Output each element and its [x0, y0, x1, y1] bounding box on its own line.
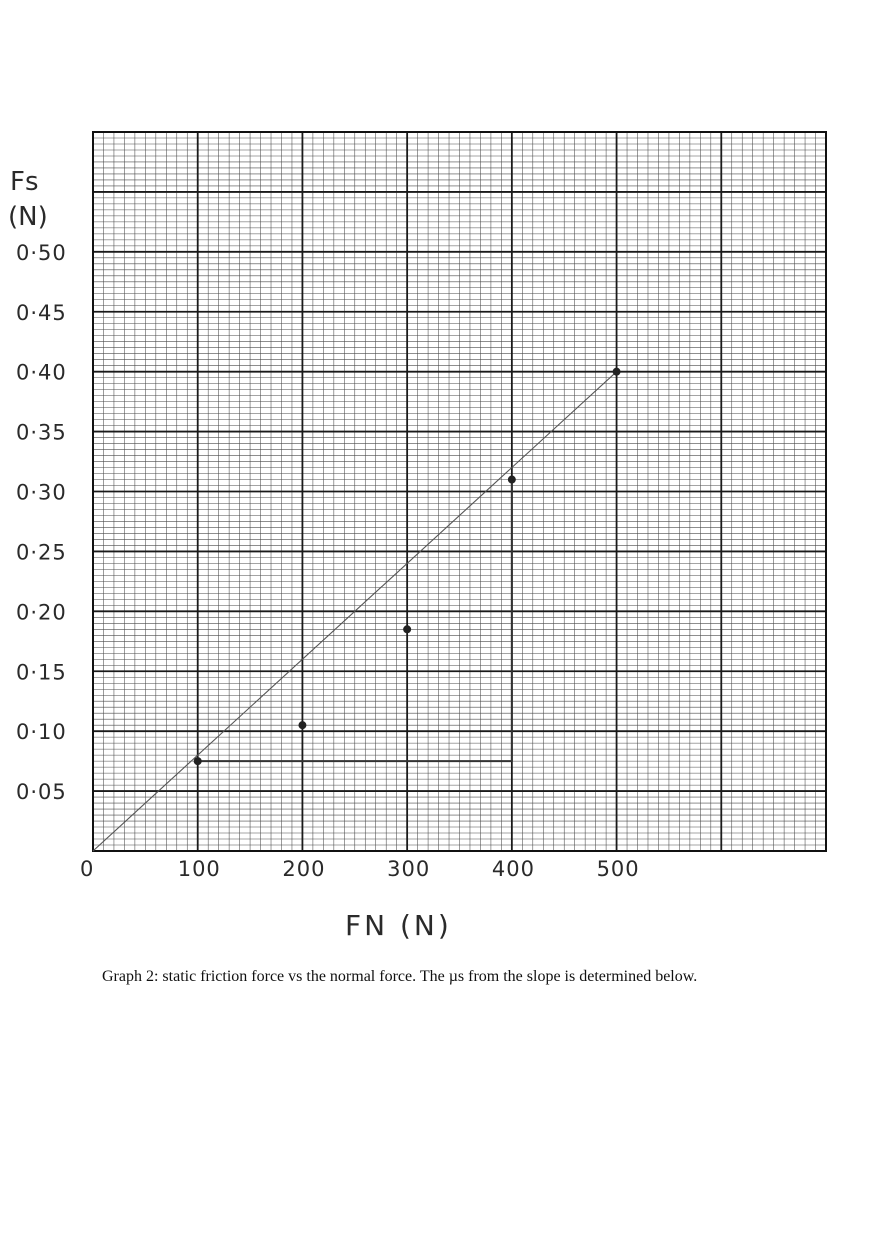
y-tick-label: 0·45: [16, 300, 67, 325]
data-point: [508, 476, 516, 484]
y-tick-label: 0·40: [16, 360, 67, 385]
data-point: [298, 721, 306, 729]
data-point: [613, 368, 621, 376]
y-tick-label: 0·25: [16, 540, 67, 565]
y-axis-label-symbol: Fs: [10, 167, 39, 197]
y-tick-label: 0·05: [16, 780, 67, 805]
y-tick-label: 0·30: [16, 480, 67, 505]
y-axis-label-unit: (N): [8, 202, 48, 232]
x-tick-label: 500: [596, 857, 640, 881]
x-tick-label: 0: [80, 857, 95, 881]
x-tick-label: 300: [387, 857, 431, 881]
y-tick-label: 0·35: [16, 420, 67, 445]
y-tick-labels: [16, 241, 67, 804]
x-axis-label: FN (N): [345, 909, 452, 942]
data-point: [403, 625, 411, 633]
y-tick-label: 0·50: [16, 240, 67, 265]
x-tick-label: 400: [491, 857, 535, 881]
x-tick-label: 100: [177, 857, 221, 881]
figure-caption: Graph 2: static friction force vs the normal force. The µs from the slope is determined below.: [102, 968, 698, 985]
data-point: [194, 757, 202, 765]
y-tick-label: 0·15: [16, 660, 67, 685]
y-tick-label: 0·10: [16, 720, 67, 745]
x-tick-label: 200: [282, 857, 326, 881]
y-tick-label: 0·20: [16, 600, 67, 625]
x-tick-labels: [80, 857, 640, 881]
